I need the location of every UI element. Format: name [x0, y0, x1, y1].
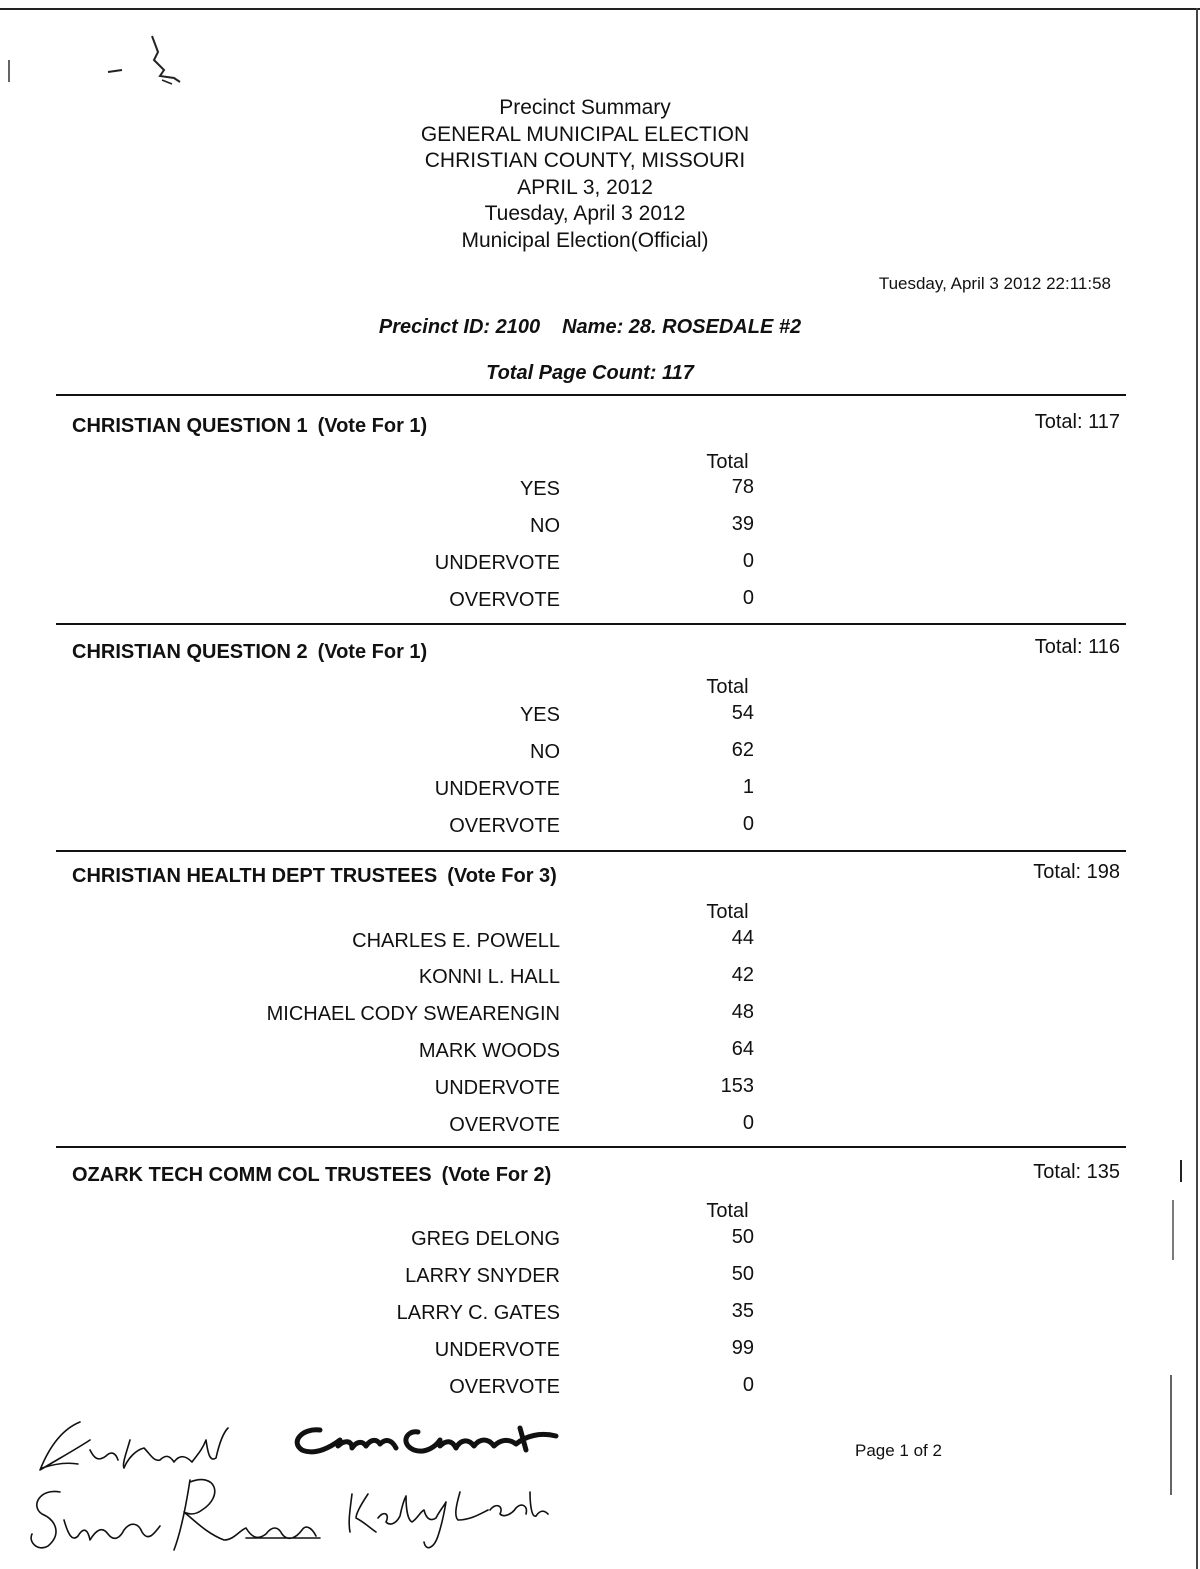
column-header-total: Total: [706, 901, 749, 923]
scan-mark: [1180, 1160, 1182, 1182]
race-name: CHRISTIAN QUESTION 1: [72, 415, 308, 437]
choice-votes: 42: [731, 964, 754, 986]
choice-votes: 0: [742, 1112, 754, 1134]
race-title: [72, 1164, 551, 1187]
choice-votes: 39: [731, 513, 754, 535]
election-name: GENERAL MUNICIPAL ELECTION: [420, 122, 750, 146]
race-total: Total: 116: [1034, 636, 1120, 658]
race-title: [72, 415, 427, 438]
choice-label: OVERVOTE: [449, 589, 560, 611]
county-name: CHRISTIAN COUNTY, MISSOURI: [424, 149, 746, 172]
column-header-total: Total: [706, 451, 749, 473]
choice-label: MARK WOODS: [418, 1040, 560, 1062]
precinct-name: Name: 28. ROSEDALE #2: [562, 316, 802, 338]
choice-label: LARRY SNYDER: [405, 1265, 560, 1287]
choice-label: NO: [530, 515, 560, 537]
scan-mark: [1170, 1375, 1172, 1495]
election-date: APRIL 3, 2012: [517, 175, 653, 199]
page-top-border: [0, 8, 1200, 10]
race-divider: [56, 1146, 1126, 1148]
choice-votes: 44: [731, 927, 754, 949]
vote-for: (Vote For 3): [447, 865, 557, 887]
vote-for: (Vote For 1): [317, 415, 428, 437]
choice-votes: 153: [720, 1075, 754, 1097]
choice-votes: 99: [731, 1337, 754, 1359]
choice-label: YES: [519, 478, 560, 500]
choice-votes: 64: [731, 1038, 754, 1060]
choice-label: MICHAEL CODY SWEARENGIN: [266, 1003, 560, 1025]
choice-label: UNDERVOTE: [434, 1077, 560, 1099]
choice-votes: 1: [742, 776, 754, 798]
page-right-border: [1196, 8, 1198, 1569]
race-total: Total: 135: [1033, 1161, 1120, 1183]
race-divider: [56, 394, 1126, 396]
choice-votes: 78: [731, 476, 754, 498]
choice-label: UNDERVOTE: [434, 1339, 560, 1361]
election-type: Municipal Election(Official): [461, 228, 709, 252]
handwritten-corner-mark: [100, 30, 200, 90]
race-title: [72, 865, 557, 888]
scan-mark: [8, 60, 10, 82]
choice-votes: 0: [742, 1374, 754, 1396]
race-name: CHRISTIAN QUESTION 2: [72, 641, 308, 663]
choice-votes: 0: [742, 550, 754, 572]
choice-votes: 62: [731, 739, 754, 761]
scan-mark: [1172, 1200, 1174, 1260]
choice-votes: 48: [731, 1001, 754, 1023]
race-name: CHRISTIAN HEALTH DEPT TRUSTEES: [72, 865, 438, 887]
race-divider: [56, 623, 1126, 625]
choice-votes: 35: [731, 1300, 754, 1322]
race-title: [72, 641, 427, 664]
precinct-id: Precinct ID: 2100: [378, 316, 541, 338]
choice-label: KONNI L. HALL: [418, 966, 560, 988]
election-day: Tuesday, April 3 2012: [484, 202, 686, 225]
choice-votes: 0: [742, 587, 754, 609]
choice-label: YES: [519, 704, 560, 726]
race-name: OZARK TECH COMM COL TRUSTEES: [72, 1164, 432, 1186]
precinct-info: [0, 316, 1180, 339]
vote-for: (Vote For 1): [317, 641, 428, 663]
report-title: Precinct Summary: [499, 96, 671, 119]
choice-label: CHARLES E. POWELL: [352, 930, 560, 952]
choice-label: OVERVOTE: [449, 1376, 560, 1398]
report-timestamp: Tuesday, April 3 2012 22:11:58: [878, 274, 1111, 293]
choice-votes: 50: [731, 1226, 754, 1248]
choice-label: OVERVOTE: [449, 815, 560, 837]
choice-label: LARRY C. GATES: [396, 1302, 560, 1324]
column-header-total: Total: [706, 676, 749, 698]
race-total: Total: 117: [1034, 411, 1120, 433]
column-header-total: Total: [706, 1200, 749, 1222]
choice-votes: 54: [731, 702, 754, 724]
race-total: Total: 198: [1033, 861, 1120, 883]
choice-votes: 0: [742, 813, 754, 835]
total-page-count: Total Page Count: 117: [486, 362, 694, 384]
page-number: Page 1 of 2: [855, 1441, 942, 1460]
choice-label: NO: [530, 741, 560, 763]
choice-label: UNDERVOTE: [434, 778, 560, 800]
vote-for: (Vote For 2): [441, 1164, 552, 1186]
choice-label: OVERVOTE: [449, 1114, 560, 1136]
handwritten-signatures: [20, 1410, 580, 1560]
report-header: [0, 95, 1170, 254]
choice-label: UNDERVOTE: [434, 552, 560, 574]
choice-label: GREG DELONG: [411, 1228, 560, 1250]
choice-votes: 50: [731, 1263, 754, 1285]
race-divider: [56, 850, 1126, 852]
